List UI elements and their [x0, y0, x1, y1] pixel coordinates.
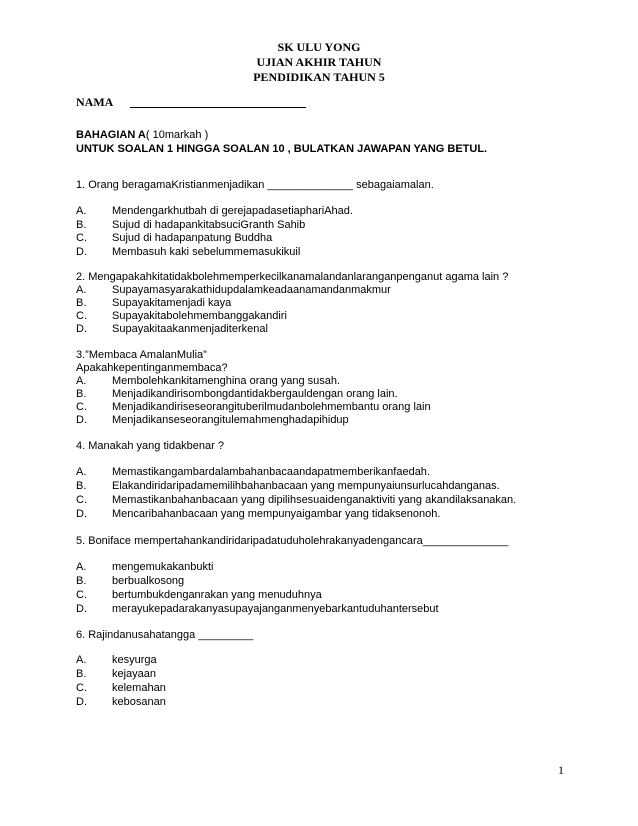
- option-letter: C.: [76, 494, 87, 506]
- section-heading: [76, 129, 208, 142]
- option-letter: B.: [76, 668, 87, 680]
- option-letter: A.: [76, 466, 87, 478]
- option-letter: A.: [76, 654, 87, 666]
- option-text: Menjadikanseseorangitulemahmenghadapihidup: [112, 414, 349, 426]
- option-text: Supayakitabolehmembanggakandiri: [112, 310, 287, 322]
- option-letter: C.: [76, 310, 87, 322]
- option-text: Sujud di hadapankitabsuciGranth Sahib: [112, 219, 306, 231]
- option-letter: B.: [76, 297, 87, 309]
- exam-title: UJIAN AKHIR TAHUN: [256, 55, 382, 69]
- subject-title: PENDIDIKAN TAHUN 5: [253, 70, 385, 84]
- option-text: merayukepadarakanyasupayajanganmenyebarkantuduhantersebut: [112, 603, 439, 615]
- question-stem: 4. Manakah yang tidakbenar ?: [76, 440, 224, 452]
- option-letter: B.: [76, 575, 87, 587]
- option-text: Membasuh kaki sebelummemasukikuil: [112, 246, 301, 258]
- question-stem: 2. Mengapakahkitatidakbolehmemperkecilkanamalandanlaranganpenganut agama lain ?: [76, 271, 509, 283]
- option-text: Memastikanbahanbacaan yang dipilihsesuaidenganaktiviti yang akandilaksanakan.: [112, 494, 517, 506]
- option-text: Supayamasyarakathidupdalamkeadaanamandanmakmur: [112, 284, 391, 296]
- question-stem: 6. Rajindanusahatangga _________: [76, 629, 254, 641]
- option-letter: A.: [76, 375, 87, 387]
- option-letter: A.: [76, 561, 87, 573]
- option-letter: D.: [76, 246, 87, 258]
- option-letter: C.: [76, 682, 87, 694]
- option-letter: B.: [76, 219, 87, 231]
- question-stem: 1. Orang beragamaKristianmenjadikan ______________ sebagaiamalan.: [76, 179, 434, 191]
- option-text: Mencaribahanbacaan yang mempunyaigambar yang tidaksenonoh.: [112, 508, 441, 520]
- option-letter: C.: [76, 589, 87, 601]
- option-letter: B.: [76, 388, 87, 400]
- option-text: kesyurga: [112, 654, 157, 666]
- option-text: Supayakitaakanmenjaditerkenal: [112, 323, 268, 335]
- option-text: Membolehkankitamenghina orang yang susah.: [112, 375, 341, 387]
- option-letter: C.: [76, 232, 87, 244]
- option-letter: D.: [76, 508, 87, 520]
- option-letter: A.: [76, 284, 87, 296]
- option-text: Menjadikandiriseseorangituberilmudanbolehmembantu orang lain: [112, 401, 431, 413]
- name-blank-line: [130, 107, 306, 108]
- question-stem: 3.”Membaca AmalanMulia”: [76, 349, 207, 361]
- name-label: NAMA: [76, 95, 114, 109]
- option-text: bertumbukdenganrakan yang menuduhnya: [112, 589, 322, 601]
- option-letter: D.: [76, 414, 87, 426]
- question-stem: 5. Boniface mempertahankandiridaripadatuduholehrakanyadengancara______________: [76, 535, 509, 547]
- school-name: SK ULU YONG: [277, 40, 361, 54]
- section-title: BAHAGIAN A: [76, 129, 146, 141]
- question-stem-line2: Apakahkepentinganmembaca?: [76, 362, 228, 374]
- option-text: berbualkosong: [112, 575, 185, 587]
- option-text: Supayakitamenjadi kaya: [112, 297, 232, 309]
- option-letter: D.: [76, 696, 87, 708]
- option-text: Sujud di hadapanpatung Buddha: [112, 232, 273, 244]
- option-text: Elakandiridaripadamemilihbahanbacaan yang mempunyaiunsurlucahdanganas.: [112, 480, 500, 492]
- option-text: Menjadikandirisombongdantidakbergauldengan orang lain.: [112, 388, 398, 400]
- option-letter: B.: [76, 480, 87, 492]
- option-letter: C.: [76, 401, 87, 413]
- option-letter: A.: [76, 205, 87, 217]
- option-text: kebosanan: [112, 696, 166, 708]
- option-text: kejayaan: [112, 668, 157, 680]
- page-number: 1: [558, 763, 564, 777]
- option-text: mengemukakanbukti: [112, 561, 214, 573]
- option-letter: D.: [76, 603, 87, 615]
- section-marks: ( 10markah ): [145, 129, 209, 141]
- option-text: Memastikangambardalambahanbacaandapatmemberikanfaedah.: [112, 466, 430, 478]
- option-text: kelemahan: [112, 682, 166, 694]
- option-letter: D.: [76, 323, 87, 335]
- section-instruction: UNTUK SOALAN 1 HINGGA SOALAN 10 , BULATKAN JAWAPAN YANG BETUL.: [76, 143, 488, 155]
- option-text: Mendengarkhutbah di gerejapadasetiapharіAhad.: [112, 205, 353, 217]
